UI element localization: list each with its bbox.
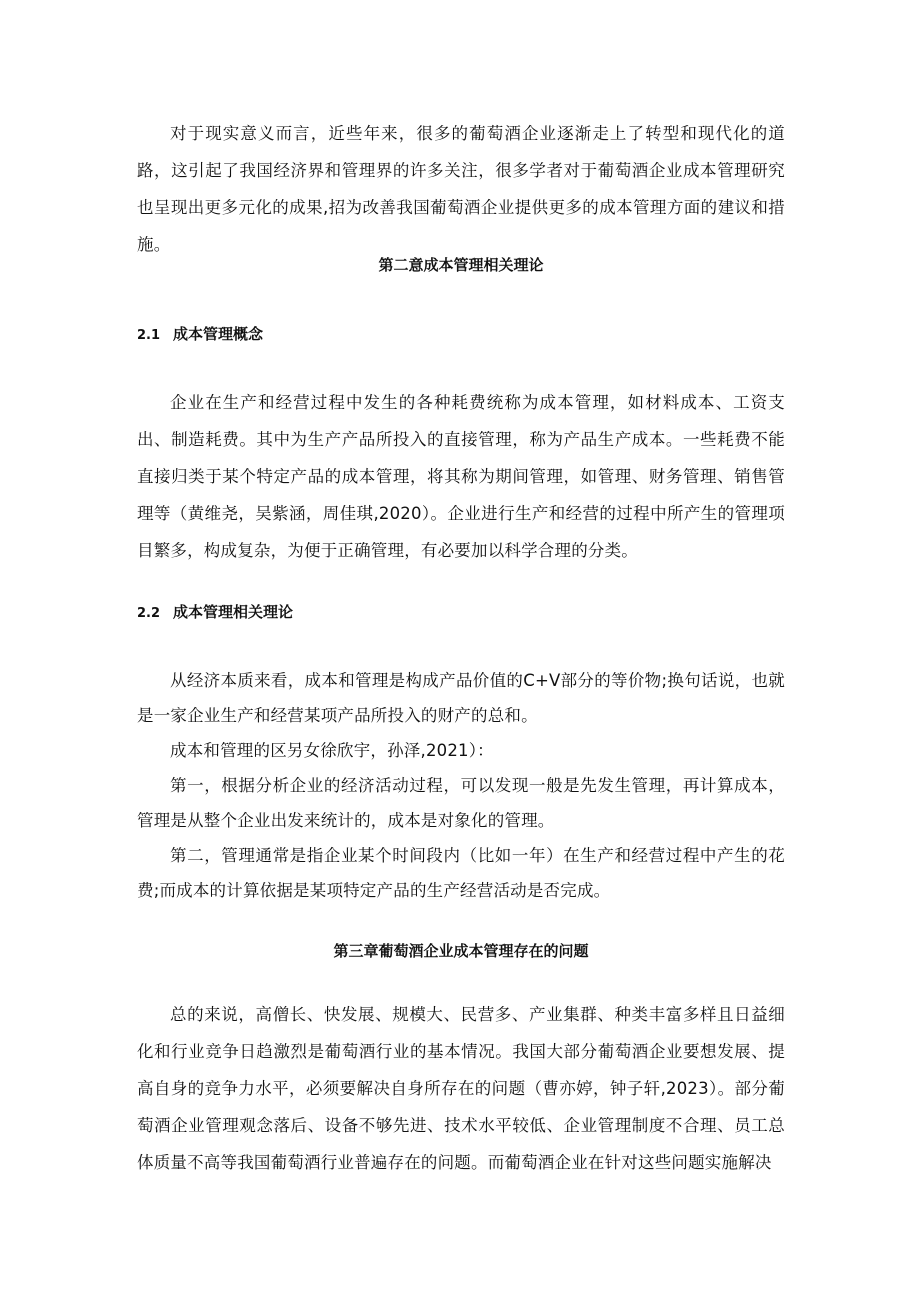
concept-paragraph-block — [137, 384, 785, 569]
theory-paragraph-1: 从经济本质来看，成本和管理是构成产品价值的C+V部分的等价物;换句话说，也就是一家企业生产和经营某项产品所投入的财产的总和。 — [137, 671, 785, 725]
section-2-1-heading — [137, 322, 263, 348]
theory-paragraph-2: 成本和管理的区另女徐欣宇，孙泽,2021）： — [170, 741, 494, 760]
chapter-2-heading: 第二意成本管理相关理论 — [378, 256, 544, 274]
theory-paragraph-block — [137, 663, 785, 908]
section-2-2-title: 成本管理相关理论 — [173, 603, 294, 621]
concept-paragraph: 企业在生产和经营过程中发生的各种耗费统称为成本管理，如材料成本、工资支出、制造耗费。其中为生产产品所投入的直接管理，称为产品生产成本。一些耗费不能直接归类于某个特定产品的成本管理，将其称为期间管理，如管理、财务管理、销售管理等（黄维尧，吴紫涵，周佳琪,2020）。企业进行生产和经营的过程中所产生的管理项目繁多，构成复杂，为便于正确管理，有必要加以科学合理的分类。 — [137, 393, 785, 560]
theory-paragraph-4: 第二，管理通常是指企业某个时间段内（比如一年）在生产和经营过程中产生的花费;而成本的计算依据是某项特定产品的生产经营活动是否完成。 — [137, 846, 785, 900]
chapter-3-heading: 第三章葡萄酒企业成本管理存在的问题 — [333, 942, 589, 960]
problems-paragraph: 总的来说，高僧长、快发展、规模大、民营多、产业集群、种类丰富多样且日益细化和行业竞争日趋激烈是葡萄酒行业的基本情况。我国大部分葡萄酒企业要想发展、提高自身的竞争力水平，必须要解决自身所存在的问题（曹亦婷，钟子轩,2023）。部分葡萄酒企业管理观念落后、设备不够先进、技术水平较低、企业管理制度不合理、员工总体质量不高等我国葡萄酒行业普遍存在的问题。而葡萄酒企业在针对这些问题实施解决 — [137, 1005, 785, 1172]
section-2-2-heading — [137, 600, 293, 626]
theory-paragraph-3: 第一，根据分析企业的经济活动过程，可以发现一般是先发生管理，再计算成本，管理是从整个企业出发来统计的，成本是对象化的管理。 — [137, 776, 785, 830]
section-2-1-title: 成本管理概念 — [173, 325, 264, 343]
intro-paragraph-block — [137, 115, 785, 263]
section-2-1-number: 2.1 — [137, 328, 161, 343]
intro-paragraph: 对于现实意义而言，近些年来，很多的葡萄酒企业逐渐走上了转型和现代化的道路，这引起了我国经济界和管理界的许多关注，很多学者对于葡萄酒企业成本管理研究也呈现出更多元化的成果,招为改善我国葡萄酒企业提供更多的成本管理方面的建议和措施。 — [137, 124, 785, 254]
problems-paragraph-block — [137, 996, 785, 1181]
section-2-2-number: 2.2 — [137, 606, 161, 621]
